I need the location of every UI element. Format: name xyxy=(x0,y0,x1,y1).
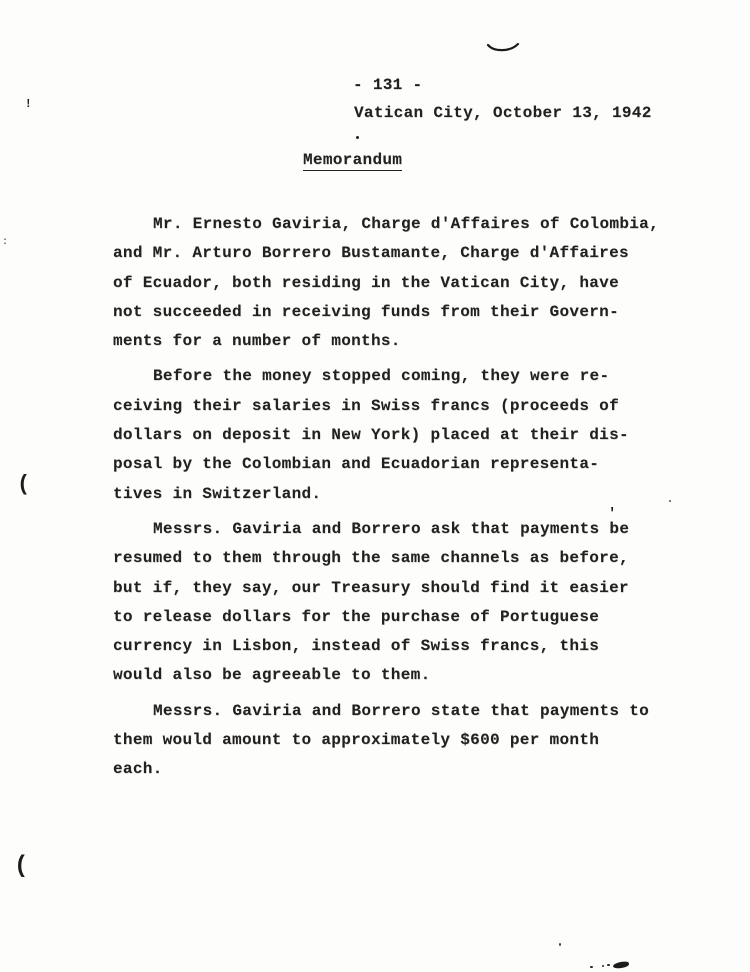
paragraph xyxy=(113,362,673,508)
text-line: Mr. Ernesto Gaviria, Charge d'Affaires of Colombia, xyxy=(153,215,659,233)
ink-smudge xyxy=(613,961,630,969)
stray-paren-mark: ( xyxy=(14,853,29,880)
text-line: each. xyxy=(113,760,163,779)
paragraph xyxy=(113,515,673,691)
pen-stroke-mark xyxy=(486,42,520,54)
ink-speck xyxy=(590,966,593,968)
text-line: ments for a number of months. xyxy=(113,332,401,351)
stray-ink-mark: : xyxy=(2,237,9,248)
ink-speck xyxy=(607,964,610,966)
text-line: posal by the Colombian and Ecuadorian representa- xyxy=(113,455,600,474)
text-line: of Ecuador, both residing in the Vatican City, have xyxy=(113,273,619,292)
dateline: Vatican City, October 13, 1942 xyxy=(354,104,652,122)
text-line: Before the money stopped coming, they were re- xyxy=(153,367,610,386)
stray-ink-mark: ! xyxy=(25,98,32,112)
text-line: would also be agreeable to them. xyxy=(113,666,431,685)
text-line: them would amount to approximately $600 per month xyxy=(113,731,600,750)
text-line: Messrs. Gaviria and Borrero ask that payments be xyxy=(153,519,630,538)
page-number: - 131 - xyxy=(353,76,423,94)
text-line: Messrs. Gaviria and Borrero state that payments to xyxy=(153,701,650,720)
text-line: but if, they say, our Treasury should find it easier xyxy=(113,578,629,597)
text-line: and Mr. Arturo Borrero Bustamante, Charge d'Affaires xyxy=(113,244,629,263)
stray-paren-mark: ( xyxy=(17,472,31,497)
ink-speck xyxy=(559,943,561,946)
text-line: ceiving their salaries in Swiss francs (proceeds of xyxy=(113,396,619,415)
memo-body xyxy=(113,210,673,791)
text-line: tives in Switzerland. xyxy=(113,484,322,503)
text-line: resumed to them through the same channels as before, xyxy=(113,549,629,568)
memo-title: Memorandum xyxy=(303,151,403,169)
ink-speck xyxy=(602,965,604,967)
ink-speck xyxy=(356,136,359,139)
text-line: not succeeded in receiving funds from their Govern- xyxy=(113,302,619,321)
paragraph xyxy=(113,697,673,785)
text-line: to release dollars for the purchase of Portuguese xyxy=(113,607,600,626)
text-line: dollars on deposit in New York) placed at their dis- xyxy=(113,426,629,445)
stray-apostrophe-mark: ' xyxy=(608,506,617,522)
paragraph xyxy=(113,210,673,356)
text-line: currency in Lisbon, instead of Swiss francs, this xyxy=(113,637,600,656)
